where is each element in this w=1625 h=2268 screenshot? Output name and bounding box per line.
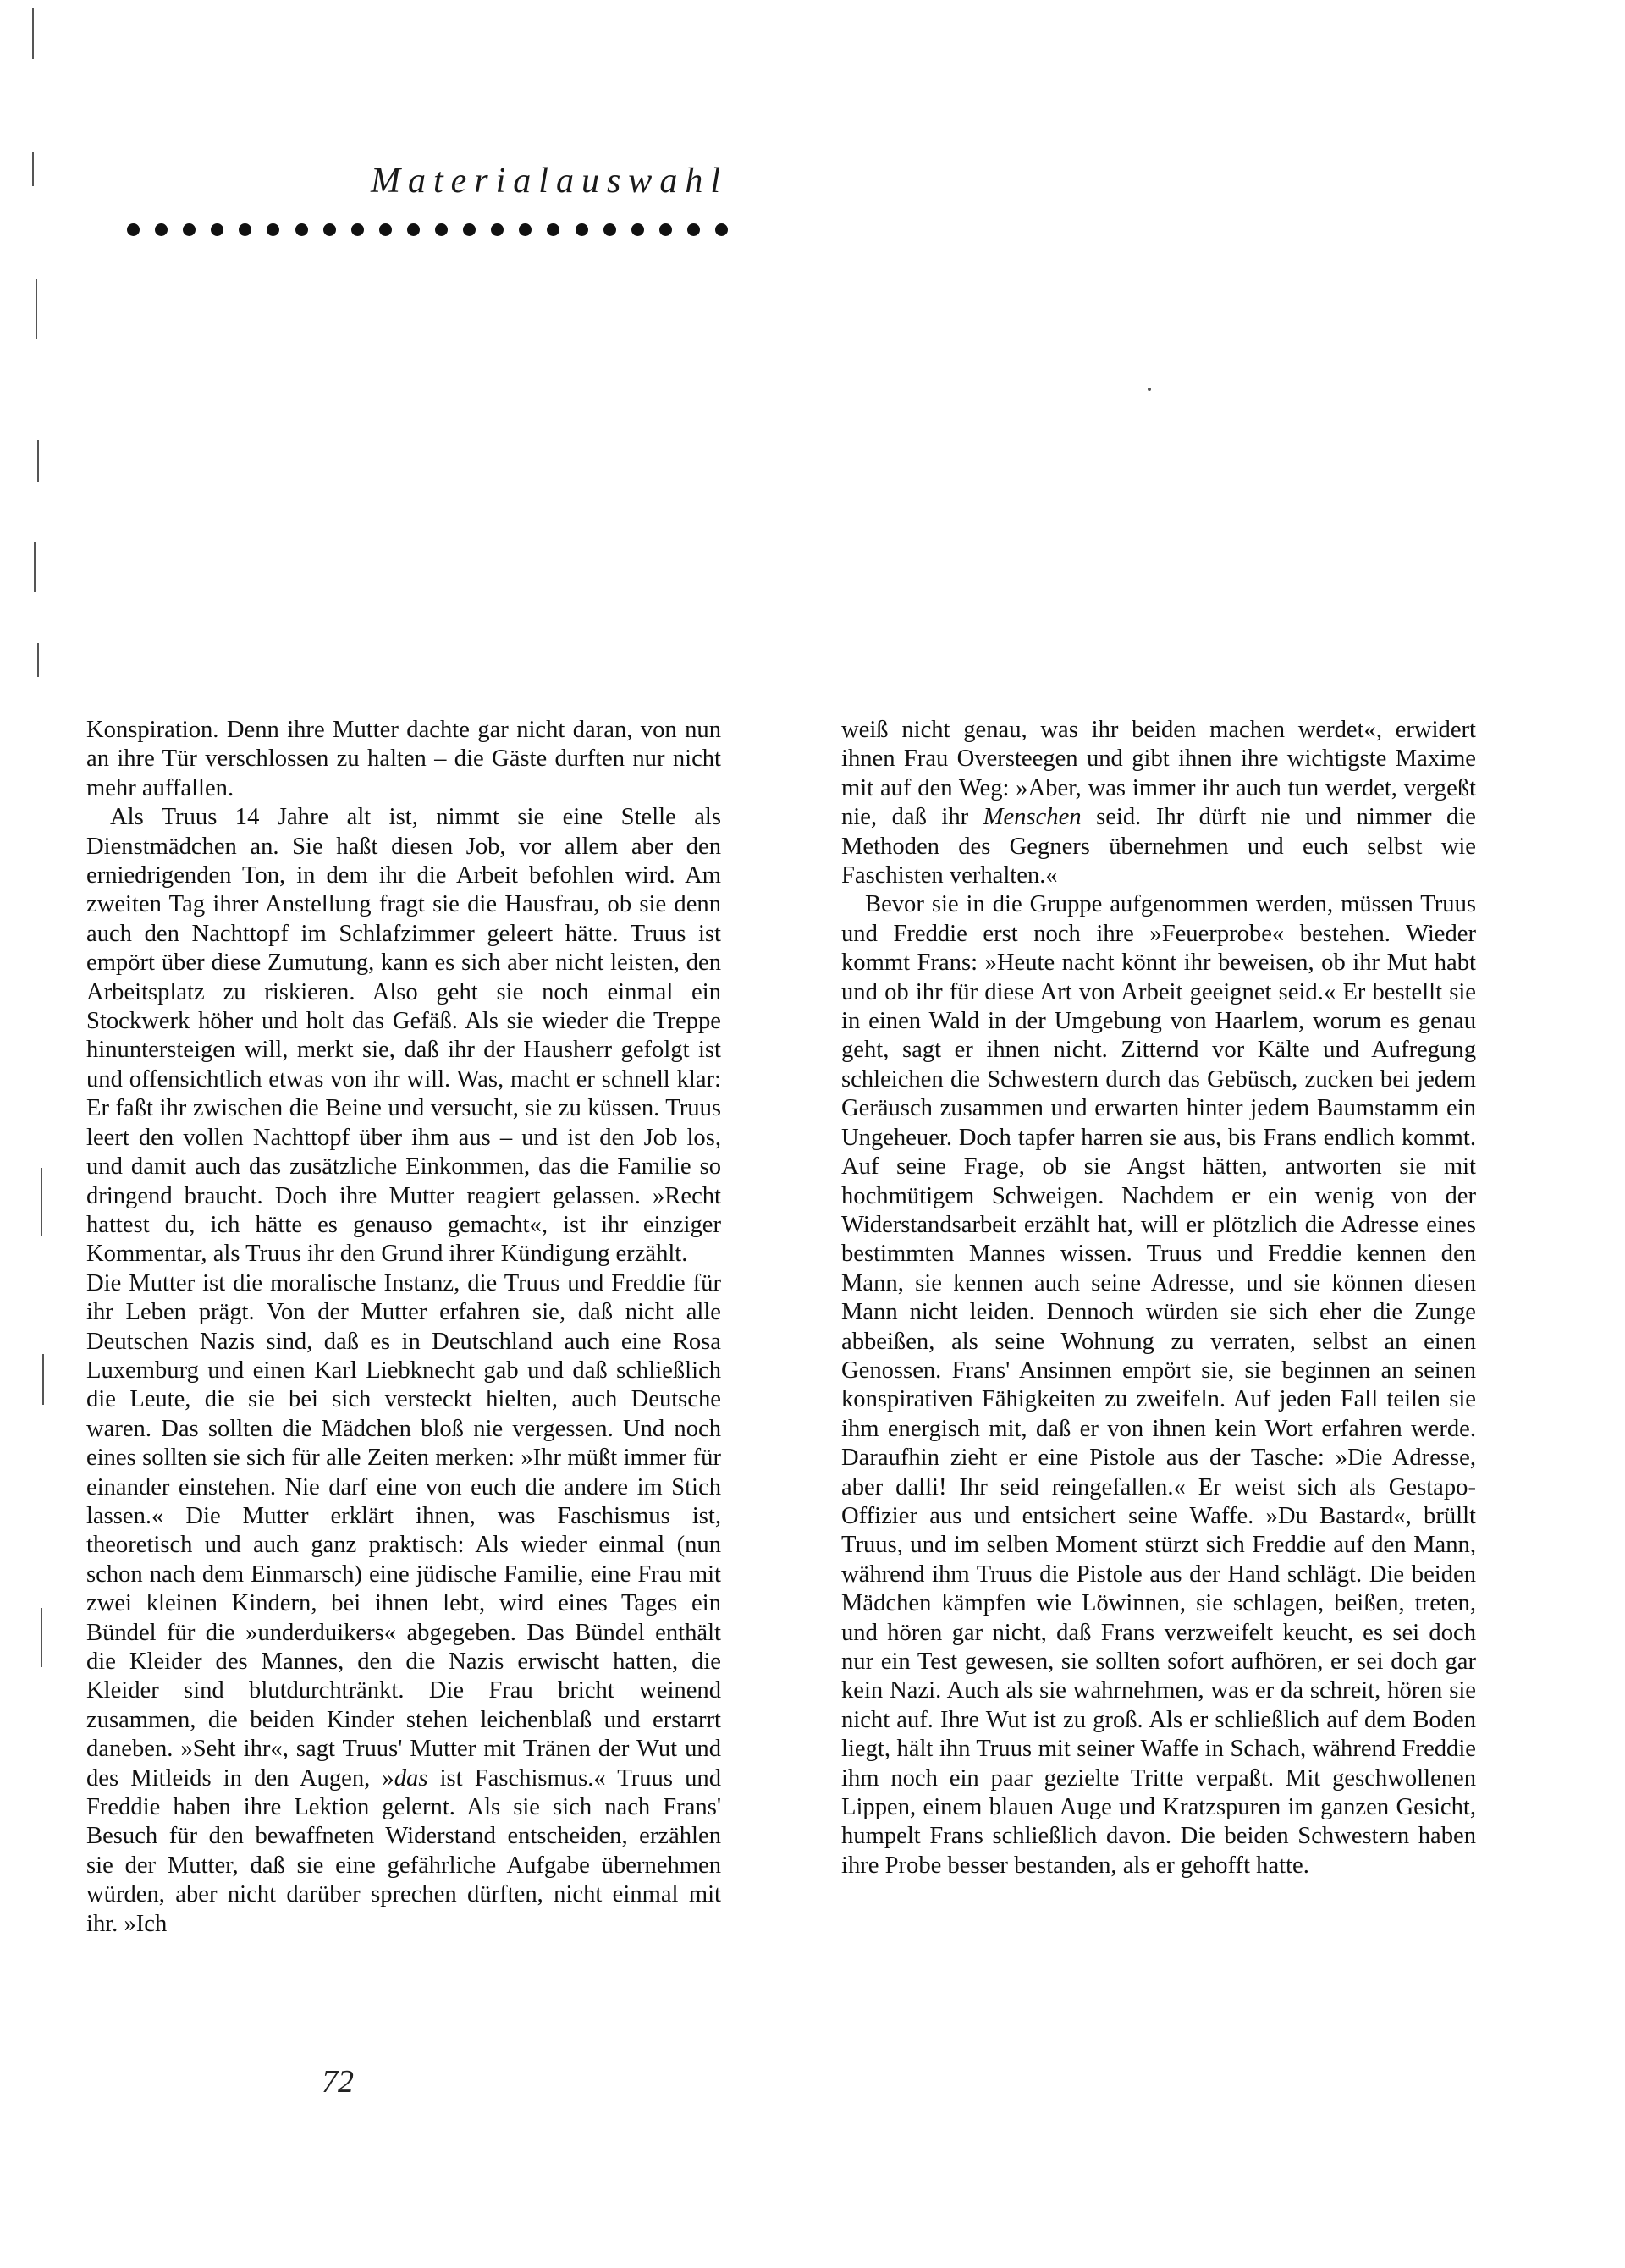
- left-text-column: [86, 716, 721, 1939]
- scan-margin-marks: [29, 0, 46, 1777]
- emphasized-word: Menschen: [983, 804, 1082, 831]
- paragraph-text: seid. Ihr dürft nie und nimmer die Methoden des Gegners übernehmen und euch selbst wie Faschisten verhalten.«: [841, 804, 1476, 889]
- emphasized-word: das: [394, 1764, 428, 1792]
- paragraph-text: weiß nicht genau, was ihr beiden machen werdet«, erwidert ihnen Frau Oversteegen und gibt ihnen ihre wichtigste Maxime mit auf den Weg: »Aber, was immer ihr auch tun werdet, vergeßt nie, daß ihr: [841, 717, 1476, 831]
- paragraph: Als Truus 14 Jahre alt ist, nimmt sie eine Stelle als Dienstmädchen an. Sie haßt diesen Job, vor allem aber den erniedrigenden Ton, in dem ihr die Arbeit befohlen wird. Am zweiten Tag ihrer Anstellung fragt sie die Hausfrau, ob sie denn auch den Nachttopf im Schlafzimmer geleert hätte. Truus ist empört über diese Zumutung, kann es sich aber nicht leisten, den Arbeitsplatz zu riskieren. Also geht sie noch einmal ein Stockwerk höher und holt das Gefäß. Als sie wieder die Treppe hinuntersteigen will, merkt sie, daß ihr der Hausherr gefolgt ist und offensichtlich etwas von ihr will. Was, macht er schnell klar: Er faßt ihr zwischen die Beine und versucht, sie zu küssen. Truus leert den vollen Nachttopf über ihm aus – und ist den Job los, und damit auch das zusätzliche Einkommen, das die Familie so dringend braucht. Doch ihre Mutter reagiert gelassen. »Recht hattest du, ich hätte es genauso gemacht«, ist ihr einziger Kommentar, als Truus ihr den Grund ihrer Kündigung erzählt.: [86, 804, 721, 1268]
- paragraph: Bevor sie in die Gruppe aufgenommen werden, müssen Truus und Freddie erst noch ihre »Feuerprobe« bestehen. Wieder kommt Frans: »Heute nacht könnt ihr beweisen, ob ihr Mut habt und ob ihr für diese Art von Arbeit geeignet seid.« Er bestellt sie in einen Wald in der Umgebung von Haarlem, worum es genau geht, sagt er ihnen nicht. Zitternd vor Kälte und Aufregung schleichen die Schwestern durch das Gebüsch, zucken bei jedem Geräusch zusammen und erwarten hinter jedem Baumstamm ein Ungeheuer. Doch tapfer harren sie aus, bis Frans endlich kommt. Auf seine Frage, ob sie Angst hätten, antworten sie mit hochmütigem Schweigen. Nachdem er ein wenig von der Widerstandsarbeit erzählt hat, will er plötzlich die Adresse eines bestimmten Mannes wissen. Truus und Freddie kennen den Mann, sie kennen auch seine Adresse, und sie können diesen Mann nicht leiden. Dennoch würden sie sich eher die Zunge abbeißen, als seine Wohnung zu verraten, selbst an einen Genossen. Frans' Ansinnen empört sie, sie beginnen an seinen konspirativen Fähigkeiten zu zweifeln. Auf jeden Fall teilen sie ihm energisch mit, daß er von ihnen kein Wort erfahren werde. Daraufhin zieht er eine Pistole aus der Tasche: »Die Adresse, aber dalli! Ihr seid reingefallen.« Er weist sich als Gestapo-Offizier aus und entsichert seine Waffe. »Du Bastard«, brüllt Truus, und im selben Moment stürzt sich Freddie auf den Mann, während ihm Truus die Pistole aus der Hand schlägt. Die beiden Mädchen kämpfen wie Löwinnen, sie schlagen, beißen, treten, und hören gar nicht, daß Frans verzweifelt keucht, es sei doch nur ein Test gewesen, sie sollten sofort aufhören, er sei doch gar kein Nazi. Auch als sie wahrnehmen, was er da schreit, hören sie nicht auf. Ihre Wut ist zu groß. Als er schließlich auf dem Boden liegt, hält ihn Truus mit seiner Waffe in Schach, während Freddie ihm noch ein paar gezielte Tritte verpaßt. Mit geschwollenen Lippen, einem blauen Auge und Kratzspuren im ganzen Gesicht, humpelt Frans schließlich davon. Die beiden Schwestern haben ihre Probe besser bestanden, als er gehofft hatte.: [841, 891, 1476, 1879]
- paragraph: Konspiration. Denn ihre Mutter dachte gar nicht daran, von nun an ihre Tür verschlossen zu halten – die Gäste durften nur nicht mehr auffallen.: [86, 717, 721, 801]
- paragraph: [841, 716, 1476, 890]
- page-number: 72: [322, 2064, 354, 2100]
- section-heading: Materialauswahl: [370, 162, 728, 201]
- paragraph-text: Die Mutter ist die moralische Instanz, die Truus und Freddie für ihr Leben prägt. Von der Mutter erfahren sie, daß nicht alle Deutschen Nazis sind, daß es in Deutschland auch eine Rosa Luxemburg und einen Karl Liebknecht gab und daß schließlich die Leute, die sie bei sich versteckt hielten, auch Deutsche waren. Das sollten die Mädchen bloß nie vergessen. Und noch eines sollten sie sich für alle Zeiten merken: »Ihr müßt immer für einander einstehen. Nie darf eine von euch die andere im Stich lassen.« Die Mutter erklärt ihnen, was Faschismus ist, theoretisch und auch ganz praktisch: Als wieder einmal (nun schon nach dem Einmarsch) eine jüdische Familie, eine Frau mit zwei kleinen Kindern, bei ihnen lebt, wird eines Tages ein Bündel für die »underduikers« abgegeben. Das Bündel enthält die Kleider des Mannes, den die Nazis erwischt hatten, die Kleider sind blutdurchtränkt. Die Frau bricht weinend zusammen, die beiden Kinder stehen leichenblaß und erstarrt daneben. »Seht ihr«, sagt Truus' Mutter mit Tränen der Wut und des Mitleids in den Augen, »: [86, 1269, 721, 1792]
- right-text-column: [841, 716, 1476, 1880]
- scan-speck: [1148, 388, 1151, 391]
- paragraph: [86, 1269, 721, 1939]
- dotted-rule: [127, 218, 728, 240]
- paragraph-text: ist Faschismus.« Truus und Freddie haben ihre Lektion gelernt. Als sie sich nach Frans' Besuch für den bewaffneten Widerstand entscheiden, erzählen sie der Mutter, daß sie eine gefährliche Aufgabe übernehmen würden, aber nicht darüber sprechen dürften, nicht einmal mit ihr. »Ich: [86, 1764, 721, 1937]
